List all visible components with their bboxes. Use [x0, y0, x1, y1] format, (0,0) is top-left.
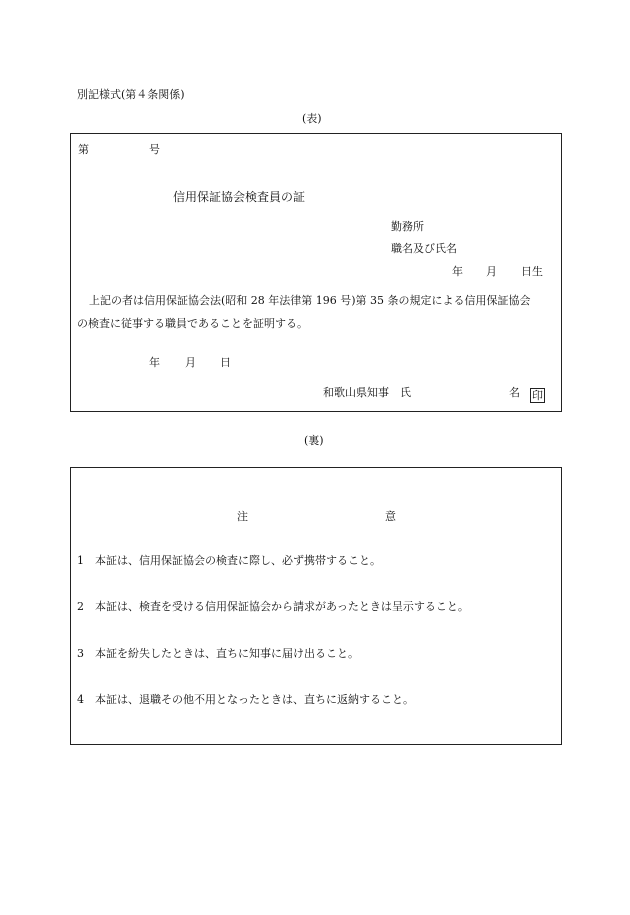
seal-mark — [530, 384, 545, 403]
certification-line-1: 上記の者は信用保証協会法(昭和 28 年法律第 196 号)第 35 条の規定による信用保証協会 — [89, 294, 531, 307]
name-label: 職名及び氏名 — [391, 242, 457, 255]
notice-item-3: 3 本証を紛失したときは、直ちに知事に届け出ること。 — [77, 647, 359, 660]
notice-item-4: 4 本証は、退職その他不用となったときは、直ちに返納すること。 — [77, 693, 414, 706]
notice-title-2: 意 — [385, 510, 396, 523]
dob-day: 日生 — [521, 265, 543, 278]
issue-day: 日 — [220, 356, 231, 369]
front-heading: (表) — [302, 112, 322, 125]
workplace-label: 勤務所 — [391, 220, 424, 233]
dob-month: 月 — [486, 265, 497, 278]
notice-item-1: 1 本証は、信用保証協会の検査に際し、必ず携帯すること。 — [77, 554, 381, 567]
seal-label: 印 — [532, 389, 543, 402]
issue-month: 月 — [185, 356, 196, 369]
number-suffix: 号 — [149, 143, 160, 156]
notice-title-1: 注 — [237, 510, 248, 523]
certification-line-2: の検査に従事する職員であることを証明する。 — [77, 317, 308, 330]
card-title: 信用保証協会検査員の証 — [173, 190, 306, 204]
form-label: 別記様式(第４条関係) — [77, 88, 185, 101]
dob-year: 年 — [452, 265, 463, 278]
number-prefix: 第 — [78, 143, 89, 156]
issuer-title: 和歌山県知事 氏 — [323, 386, 411, 399]
back-heading: (裏) — [304, 434, 324, 447]
issue-year: 年 — [149, 356, 160, 369]
issuer-name-suffix: 名 — [509, 386, 520, 399]
back-card — [70, 467, 562, 745]
front-card — [70, 133, 562, 412]
notice-item-2: 2 本証は、検査を受ける信用保証協会から請求があったときは呈示すること。 — [77, 600, 469, 613]
